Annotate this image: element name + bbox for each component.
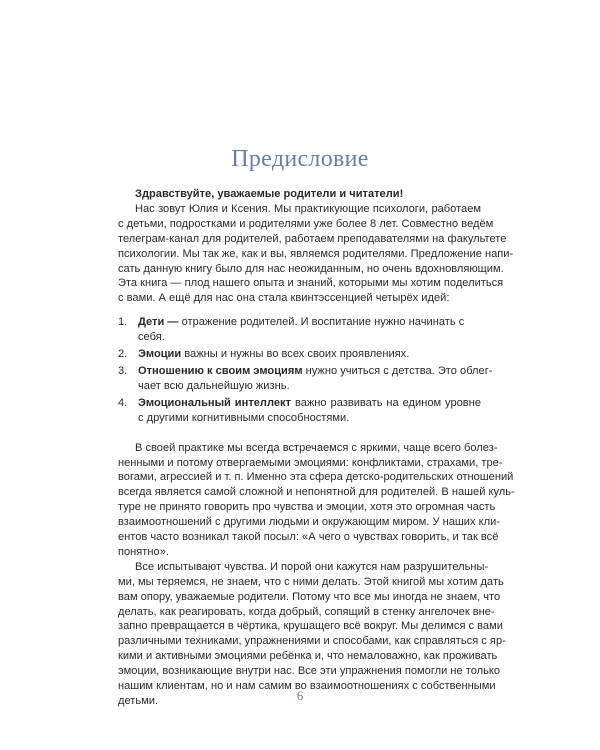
ideas-list: [118, 315, 493, 425]
list-item-continuation: чает всю дальнейшую жизнь.: [138, 379, 290, 392]
list-item-text: важны и нужны во всех своих проявлениях.: [181, 348, 410, 361]
list-number: 4.: [118, 396, 128, 409]
text-line: эмоции, возникающие внутри нас. Все эти упражнения помогли не только: [118, 665, 501, 678]
feelings-paragraph: [118, 560, 506, 709]
practice-paragraph: [118, 441, 515, 560]
list-item-bold: Эмоции: [138, 348, 182, 361]
list-item-text: отражение родителей. И воспитание нужно начинать с себя.: [138, 316, 465, 344]
text-line: запно превращается в чёртика, крушащего всё вокруг. Мы делимся с вами: [118, 620, 503, 633]
intro-paragraph: [118, 202, 514, 306]
text-line: психологии. Мы так же, как и вы, являемся родителями. Предложение напи-: [118, 247, 514, 260]
text-line: с детьми, подростками и родителями уже более 8 лет. Совместно ведём: [118, 217, 494, 230]
page-title: Предисловие: [231, 146, 369, 172]
list-item-continuation: с другими когнитивными способностями.: [138, 411, 350, 424]
text-line: нашим клиентам, но и нам самим во взаимоотношениях с собственными: [118, 680, 496, 693]
list-item: [118, 364, 493, 394]
text-line: взаимоотношений с другими людьми и окружающим миром. У наших кли-: [118, 516, 500, 529]
text-body: [118, 187, 515, 709]
list-number: 2.: [118, 348, 128, 361]
text-line: делать, как реагировать, когда добрый, сопящий в стенку ангелочек вне-: [118, 605, 495, 618]
text-line: различными техниками, упражнениями и способами, как справляться с яр-: [118, 635, 506, 648]
list-item-text: нужно учиться с детства. Это облег-: [302, 364, 493, 377]
greeting: Здравствуйте, уважаемые родители и читатели!: [135, 188, 404, 200]
text-line: вогами, агрессией и т. п. Именно эта сфера детско-родительских отношений: [118, 471, 514, 484]
text-line: ентов часто возникал такой посыл: «А чего о чувствах говорить, и так всё: [118, 531, 499, 544]
text-line: с вами. А ещё для нас она стала квинтэссенцией четырёх идей:: [118, 292, 450, 305]
list-number: 1.: [118, 316, 128, 329]
text-line: всегда является самой сложной и непонятной для родителей. В нашей куль-: [118, 486, 515, 499]
list-item-bold: Отношению к своим эмоциям: [138, 364, 303, 377]
text-line: понятно».: [118, 545, 169, 558]
text-line: детьми.: [118, 695, 159, 707]
text-line: В своей практике мы всегда встречаемся с яркими, чаще всего болез-: [135, 441, 498, 454]
text-line: ми, мы теряемся, не знаем, что с ними делать. Этой книгой мы хотим дать: [118, 575, 504, 588]
text-line: телеграм-канал для родителей, работаем преподавателями на факультете: [118, 232, 507, 245]
text-line: туре не принято говорить про чувства и эмоции, хотя это огромная часть: [118, 501, 496, 514]
text-line: Все испытывают чувства. И порой они кажутся нам разрушительны-: [135, 560, 489, 573]
list-number: 3.: [118, 364, 128, 377]
text-line: Нас зовут Юлия и Ксения. Мы практикующие психологи, работаем: [135, 202, 481, 215]
list-item-bold: Эмоциональный интеллект: [138, 396, 292, 409]
list-item: [118, 396, 481, 426]
text-line: ненными и потому отвергаемыми эмоциями: конфликтами, страхами, тре-: [118, 456, 503, 469]
list-item: [118, 347, 481, 362]
text-line: сать данную книгу было для нас неожиданным, но очень вдохновляющим.: [118, 262, 504, 275]
text-line: кими и активными эмоциями ребёнка и, что немаловажно, как проживать: [118, 650, 498, 663]
page-number: 6: [296, 688, 304, 703]
text-line: Эта книга — плод нашего опыта и знаний, которыми мы хотим поделиться: [118, 277, 504, 290]
text-line: вам опору, уважаемые родители. Потому что все мы иногда не знаем, что: [118, 590, 501, 603]
list-item: [118, 315, 481, 345]
list-item-bold: Дети —: [138, 316, 179, 329]
list-item-text: важно развивать на едином уровне: [291, 396, 481, 409]
